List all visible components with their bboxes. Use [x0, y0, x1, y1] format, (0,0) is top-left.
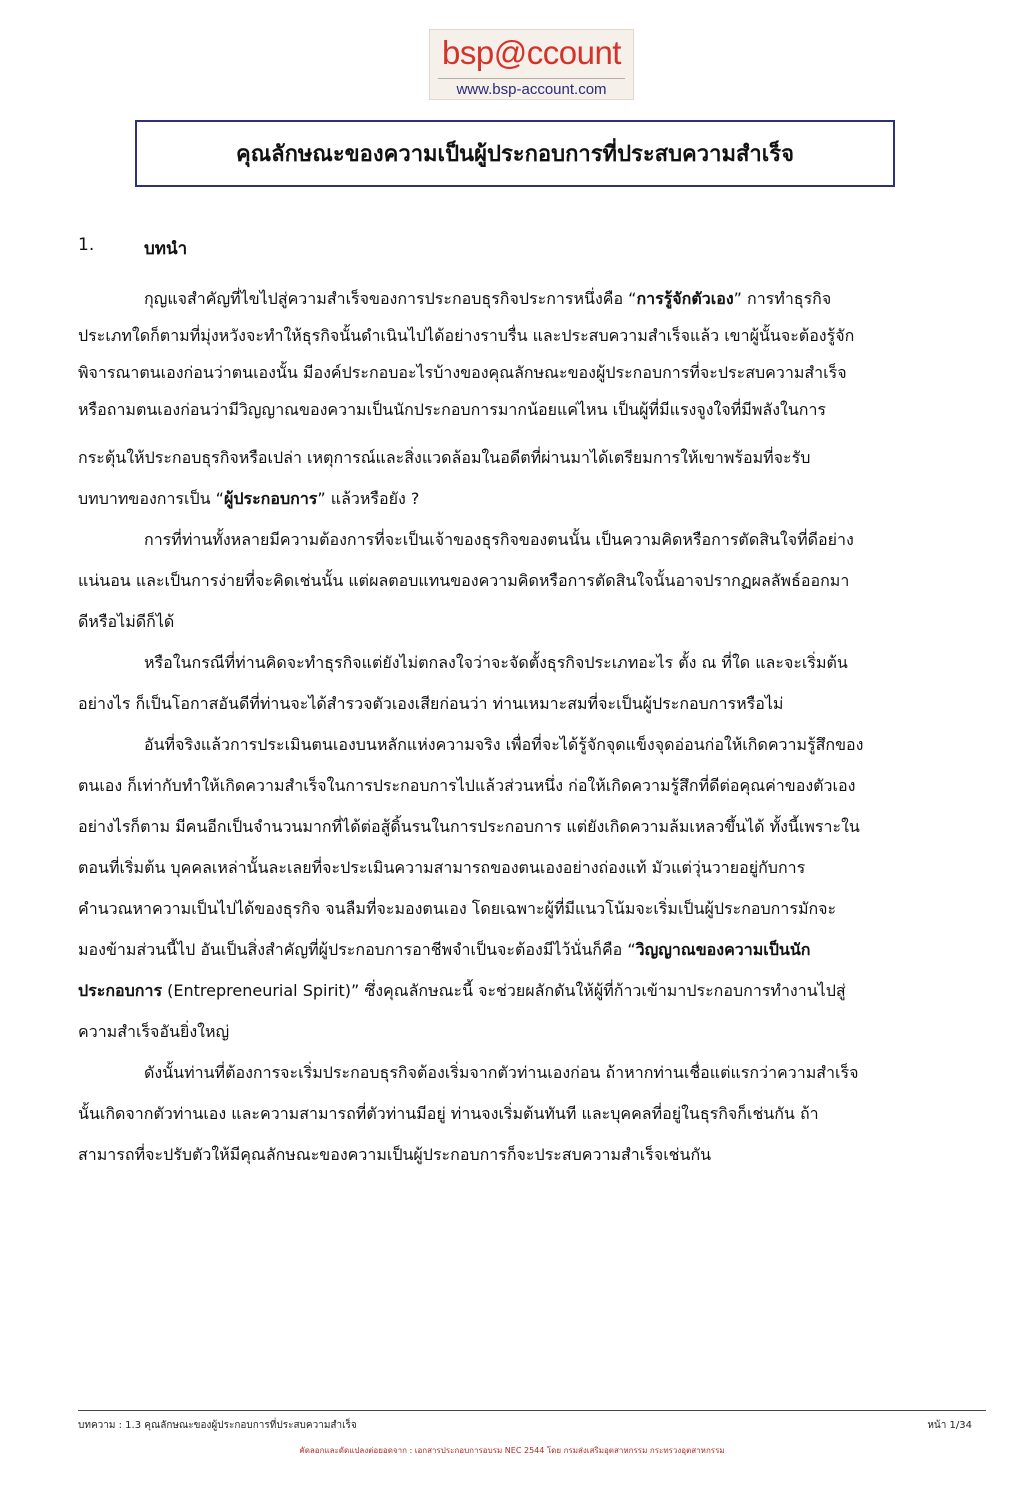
title-box — [135, 120, 895, 187]
logo-url-text: www.bsp-account.com — [456, 81, 607, 98]
paragraph-line: ตนเอง ก็เท่ากับทำให้เกิดความสำเร็จในการประกอบการไปแล้วส่วนหนึ่ง ก่อให้เกิดความรู้สึกที่ดีต่อคุณค่าของตัวเอง — [78, 776, 856, 795]
paragraph-line: พิจารณาตนเองก่อนว่าตนเองนั้น มีองค์ประกอบอะไรบ้างของคุณลักษณะของผู้ประกอบการที่จะประสบความสำเร็จ — [78, 363, 847, 382]
paragraph-line: บทบาทของการเป็น “ผู้ประกอบการ” แล้วหรือยัง ? — [78, 489, 420, 508]
paragraph-line: มองข้ามส่วนนี้ไป อันเป็นสิ่งสำคัญที่ผู้ประกอบการอาชีพจำเป็นจะต้องมีไว้นั่นก็คือ “วิญญาณของความเป็นนัก — [78, 940, 811, 959]
paragraph-line: นั้นเกิดจากตัวท่านเอง และความสามารถที่ตัวท่านมีอยู่ ท่านจงเริ่มต้นทันที และบุคคลที่อยู่ในธุรกิจก็เช่นกัน ถ้า — [78, 1104, 819, 1123]
paragraph-line: แน่นอน และเป็นการง่ายที่จะคิดเช่นนั้น แต่ผลตอบแทนของความคิดหรือการตัดสินใจนั้นอาจปรากฏผลลัพธ์ออกมา — [78, 571, 850, 590]
footer-credit: คัดลอกและดัดแปลงต่อยอดจาก : เอกสารประกอบการอบรม NEC 2544 โดย กรมส่งเสริมอุตสาหกรรม กระทรวงอุตสาหกรรม — [299, 1446, 725, 1455]
paragraph-line: ตอนที่เริ่มต้น บุคคลเหล่านั้นละเลยที่จะประเมินความสามารถของตนเองอย่างถ่องแท้ มัวแต่วุ่นวายอยู่กับการ — [78, 858, 806, 877]
paragraph-line: ดังนั้นท่านที่ต้องการจะเริ่มประกอบธุรกิจต้องเริ่มจากตัวท่านเองก่อน ถ้าหากท่านเชื่อแต่แรกว่าความสำเร็จ — [144, 1063, 859, 1082]
page-title: คุณลักษณะของความเป็นผู้ประกอบการที่ประสบความสำเร็จ — [235, 142, 794, 167]
paragraph-line: การที่ท่านทั้งหลายมีความต้องการที่จะเป็นเจ้าของธุรกิจของตนนั้น เป็นความคิดหรือการตัดสินใจที่ดีอย่าง — [144, 530, 854, 549]
paragraph-line: ดีหรือไม่ดีก็ได้ — [78, 612, 175, 631]
paragraph-line: อันที่จริงแล้วการประเมินตนเองบนหลักแห่งความจริง เพื่อที่จะได้รู้จักจุดแข็งจุดอ่อนก่อให้เกิดความรู้สึกของ — [144, 735, 864, 754]
paragraph-line: กุญแจสำคัญที่ไขไปสู่ความสำเร็จของการประกอบธุรกิจประการหนึ่งคือ “การรู้จักตัวเอง” การทำธุรกิจ — [144, 289, 832, 308]
paragraph-line: อย่างไรก็ตาม มีคนอีกเป็นจำนวนมากที่ได้ต่อสู้ดิ้นรนในการประกอบการ แต่ยังเกิดความล้มเหลวขึ้นได้ ทั้งนี้เพราะใน — [78, 817, 860, 836]
logo-brand-text: bsp@ccount — [442, 34, 621, 71]
paragraph-line: อย่างไร ก็เป็นโอกาสอันดีที่ท่านจะได้สำรวจตัวเองเสียก่อนว่า ท่านเหมาะสมที่จะเป็นผู้ประกอบการหรือไม่ — [78, 694, 784, 713]
paragraph-line: ประกอบการ (Entrepreneurial Spirit)” ซึ่งคุณลักษณะนี้ จะช่วยผลักดันให้ผู้ที่ก้าวเข้ามาประกอบการทำงานไปสู่ — [78, 981, 846, 1000]
footer-article-label: บทความ : 1.3 คุณลักษณะของผู้ประกอบการที่ประสบความสำเร็จ — [78, 1420, 357, 1431]
footer-page-number: หน้า 1/34 — [927, 1420, 972, 1431]
section-number: 1. — [78, 235, 95, 255]
footer-divider — [78, 1410, 986, 1411]
paragraph-line: ความสำเร็จอันยิ่งใหญ่ — [78, 1022, 230, 1041]
paragraph-line: กระตุ้นให้ประกอบธุรกิจหรือเปล่า เหตุการณ์และสิ่งแวดล้อมในอดีตที่ผ่านมาได้เตรียมการให้เขาพร้อมที่จะรับ — [78, 448, 811, 467]
bsp-account-logo — [429, 29, 634, 100]
paragraph-line: คำนวณหาความเป็นไปได้ของธุรกิจ จนลืมที่จะมองตนเอง โดยเฉพาะผู้ที่มีแนวโน้มจะเริ่มเป็นผู้ประกอบการมักจะ — [78, 899, 837, 918]
logo-divider — [438, 78, 625, 79]
section-title: บทนำ — [144, 239, 188, 259]
paragraph-line: สามารถที่จะปรับตัวให้มีคุณลักษณะของความเป็นผู้ประกอบการก็จะประสบความสำเร็จเช่นกัน — [78, 1145, 712, 1164]
paragraph-line: หรือถามตนเองก่อนว่ามีวิญญาณของความเป็นนักประกอบการมากน้อยแค่ไหน เป็นผู้ที่มีแรงจูงใจที่มีพลังในการ — [78, 400, 827, 419]
paragraph-line: หรือในกรณีที่ท่านคิดจะทำธุรกิจแต่ยังไม่ตกลงใจว่าจะจัดตั้งธุรกิจประเภทอะไร ตั้ง ณ ที่ใด และจะเริ่มต้น — [144, 653, 848, 672]
paragraph-line: ประเภทใดก็ตามที่มุ่งหวังจะทำให้ธุรกิจนั้นดำเนินไปได้อย่างราบรื่น และประสบความสำเร็จแล้ว เขาผู้นั้นจะต้องรู้จัก — [78, 326, 855, 345]
